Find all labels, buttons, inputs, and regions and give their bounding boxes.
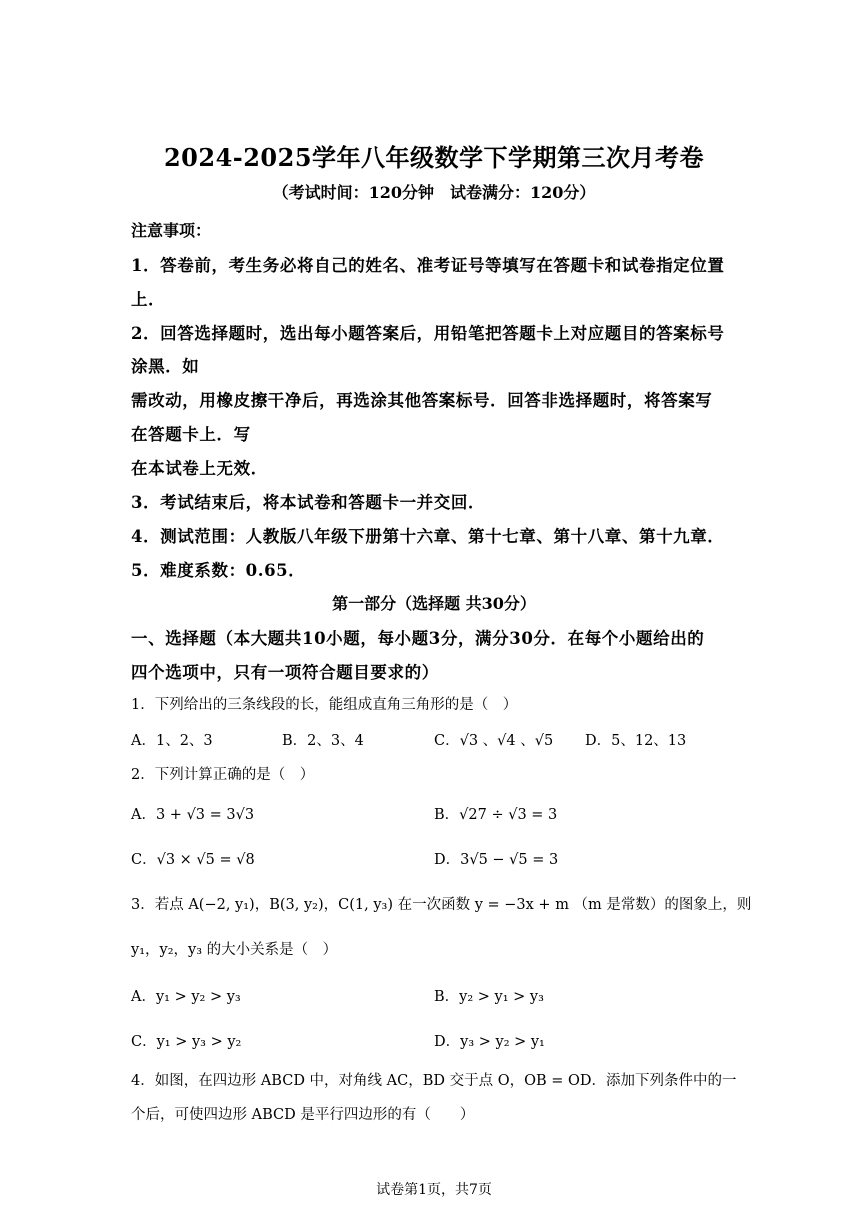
notes-heading: 注意事项：	[131, 221, 212, 240]
question-3-stem: 3．若点 A(−2, y₁)，B(3, y₂)，C(1, y₃) 在一次函数 y = −3x + m （m 是常数）的图象上，则	[131, 897, 752, 913]
note-line: 4．测试范围：人教版八年级下册第十六章、第十七章、第十八章、第十九章．	[131, 527, 725, 546]
question-3-stem-continued: y₁，y₂，y₃ 的大小关系是（ ）	[131, 942, 338, 958]
page-footer: 试卷第1页，共7页	[376, 1182, 492, 1198]
question-2-option-d: D．3√5 − √5 = 3	[434, 852, 559, 868]
question-1-stem: 1．下列给出的三条线段的长，能组成直角三角形的是（ ）	[131, 697, 518, 713]
note-line: 5．难度系数：0.65．	[131, 561, 306, 580]
question-2-stem: 2．下列计算正确的是（ ）	[131, 767, 315, 783]
note-line: 1．答卷前，考生务必将自己的姓名、准考证号等填写在答题卡和试卷指定位置	[131, 256, 725, 275]
note-line: 2．回答选择题时，选出每小题答案后，用铅笔把答题卡上对应题目的答案标号	[131, 324, 725, 343]
note-line: 需改动，用橡皮擦干净后，再选涂其他答案标号．回答非选择题时，将答案写	[131, 391, 713, 410]
question-1-option-b: B．2、3、4	[282, 733, 364, 749]
question-3-option-d: D．y₃ > y₂ > y₁	[434, 1034, 545, 1050]
section-title: 第一部分（选择题 共30分）	[332, 594, 536, 613]
note-line: 在本试卷上无效．	[131, 459, 268, 478]
note-line: 在答题卡上．写	[131, 425, 251, 444]
question-4-stem-continued: 个后，可使四边形 ABCD 是平行四边形的有（ ）	[131, 1107, 475, 1123]
note-line: 3．考试结束后，将本试卷和答题卡一并交回．	[131, 493, 486, 512]
note-line: 涂黑．如	[131, 357, 200, 376]
question-2-option-c: C．√3 × √5 = √8	[131, 852, 255, 868]
question-3-option-c: C．y₁ > y₃ > y₂	[131, 1034, 242, 1050]
question-1-option-d: D．5、12、13	[585, 733, 687, 749]
question-1-option-c: C．√3 、√4 、√5	[434, 733, 554, 749]
page-title: 2024-2025学年八年级数学下学期第三次月考卷	[163, 143, 705, 172]
question-2-option-a: A．3 + √3 = 3√3	[131, 807, 255, 823]
note-line: 上．	[131, 290, 166, 309]
question-4-stem: 4．如图，在四边形 ABCD 中，对角线 AC，BD 交于点 O，OB = OD．添加下列条件中的一	[131, 1073, 737, 1089]
section-instruction: 四个选项中，只有一项符合题目要求的）	[131, 663, 439, 682]
question-3-option-a: A．y₁ > y₂ > y₃	[131, 989, 241, 1005]
question-3-option-b: B．y₂ > y₁ > y₃	[434, 989, 544, 1005]
section-instruction: 一、选择题（本大题共10小题，每小题3分，满分30分．在每个小题给出的	[131, 629, 705, 648]
exam-info: （考试时间：120分钟 试卷满分：120分）	[272, 183, 596, 202]
question-1-option-a: A．1、2、3	[131, 733, 213, 749]
question-2-option-b: B．√27 ÷ √3 = 3	[434, 807, 558, 823]
